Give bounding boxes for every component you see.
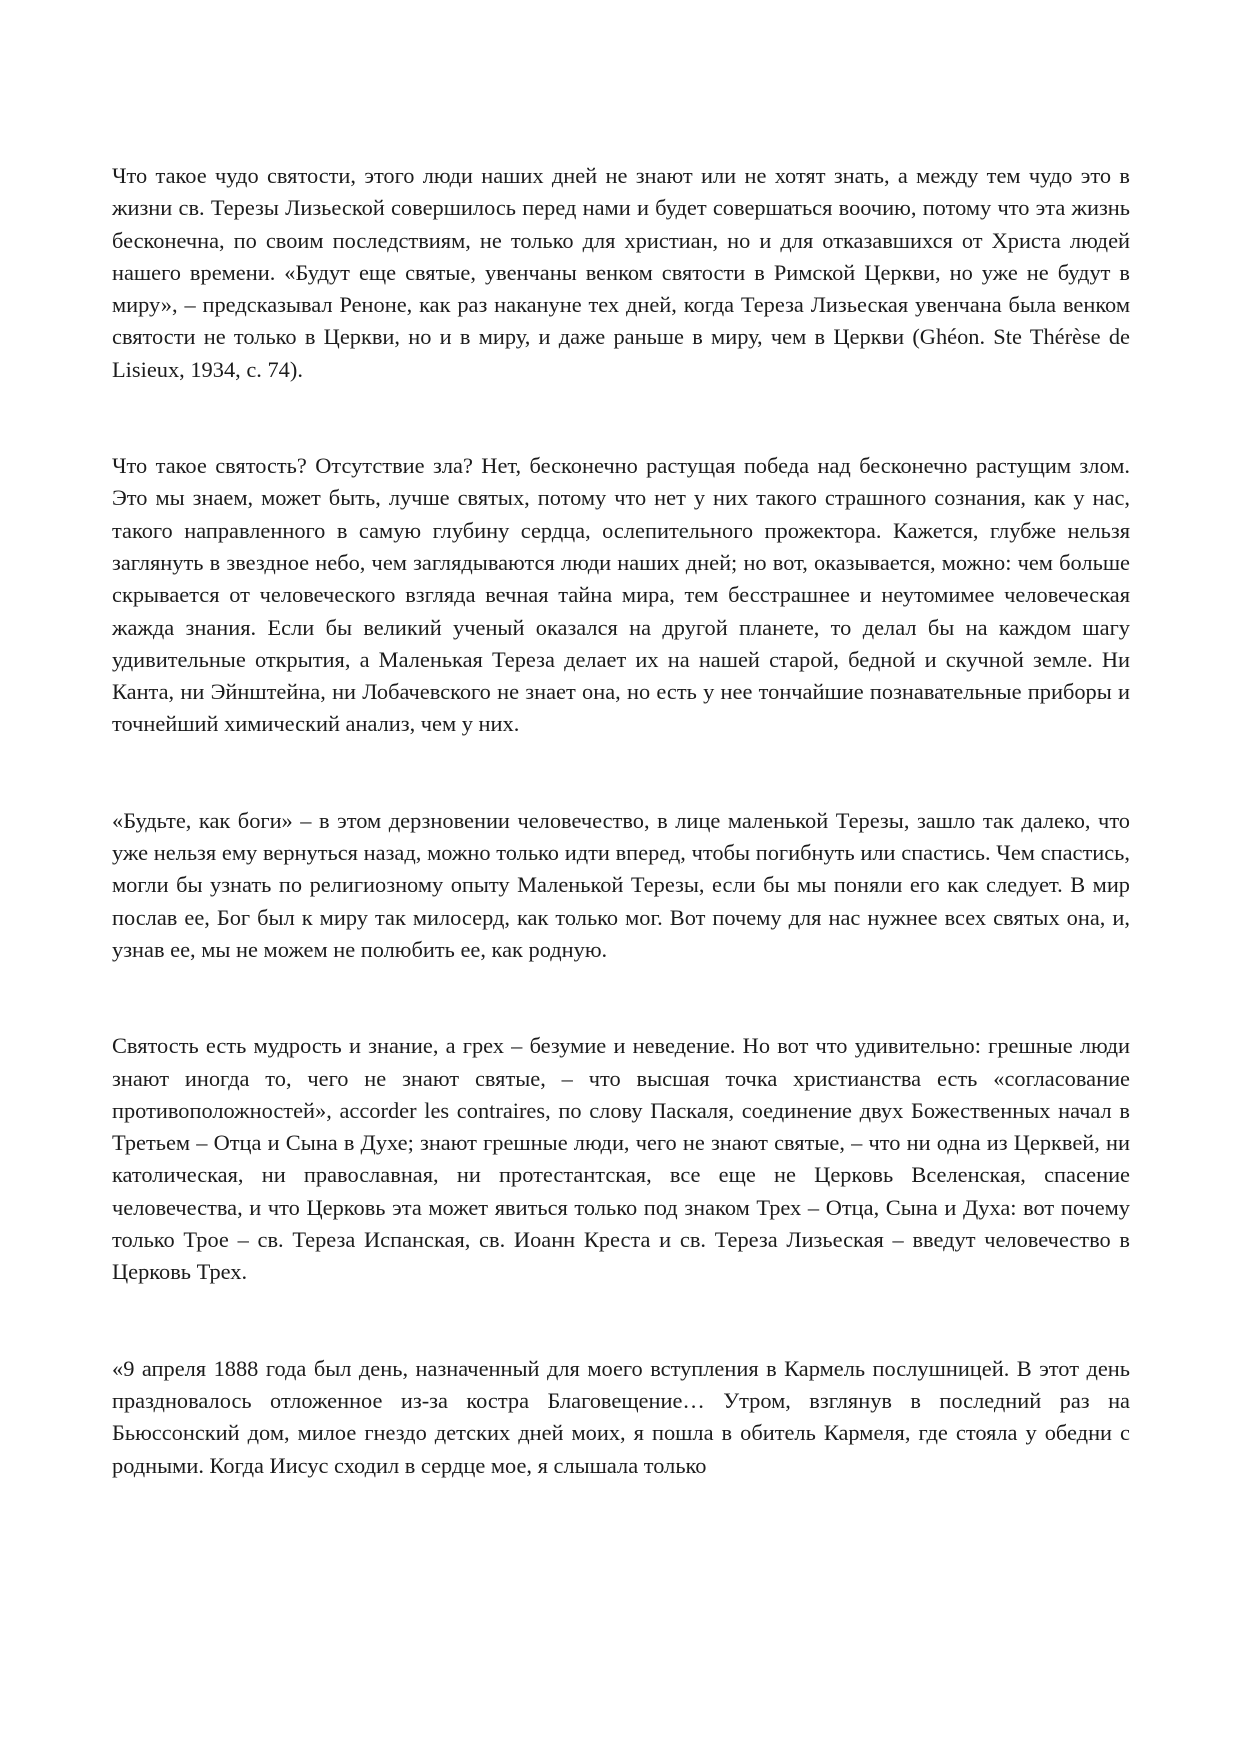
paragraph-4: Святость есть мудрость и знание, а грех – безумие и неведение. Но вот что удивительно: грешные люди знают иногда то, чего не знают святые, – что высшая точка христианства есть «согласование противоположностей», accorder les contraires, по слову Паскаля, соединение двух Божественных начал в Третьем – Отца и Сына в Духе; знают грешные люди, чего не знают святые, – что ни одна из Церквей, ни католическая, ни православная, ни протестантская, все еще не Церковь Вселенская, спасение человечества, и что Церковь эта может явиться только под знаком Трех – Отца, Сына и Духа: вот почему только Трое – св. Тереза Испанская, св. Иоанн Креста и св. Тереза Лизьеская – введут человечество в Церковь Трех. — [112, 1033, 1130, 1285]
paragraph-5: «9 апреля 1888 года был день, назначенный для моего вступления в Кармель послушницей. В этот день праздновалось отложенное из-за костра Благовещение… Утром, взглянув в последний раз на Бьюссонский дом, милое гнездо детских дней моих, я пошла в обитель Кармеля, где стояла у обедни с родными. Когда Иисус сходил в сердце мое, я слышала только — [112, 1355, 1130, 1478]
paragraph-3: «Будьте, как боги» – в этом дерзновении человечество, в лице маленькой Терезы, зашло так далеко, что уже нельзя ему вернуться назад, можно только идти вперед, чтобы погибнуть или спастись. Чем спастись, могли бы узнать по религиозному опыту Маленькой Терезы, если бы мы поняли его как следует. В мир послав ее, Бог был к миру так милосерд, как только мог. Вот почему для нас нужнее всех святых она, и, узнав ее, мы не можем не полюбить ее, как родную. — [112, 807, 1130, 962]
paragraph-2: Что такое святость? Отсутствие зла? Нет, бесконечно растущая победа над бесконечно растущим злом. Это мы знаем, может быть, лучше святых, потому что нет у них такого страшного сознания, как у нас, такого направленного в самую глубину сердца, ослепительного прожектора. Кажется, глубже нельзя заглянуть в звездное небо, чем заглядываются люди наших дней; но вот, оказывается, можно: чем больше скрывается от человеческого взгляда вечная тайна мира, тем бесстрашнее и неутомимее человеческая жажда знания. Если бы великий ученый оказался на другой планете, то делал бы на каждом шагу удивительные открытия, а Маленькая Тереза делает их на нашей старой, бедной и скучной земле. Ни Канта, ни Эйнштейна, ни Лобачевского не знает она, но есть у нее тончайшие познавательные приборы и точнейший химический анализ, чем у них. — [112, 453, 1130, 737]
document-page — [112, 160, 1130, 1482]
paragraph-1: Что такое чудо святости, этого люди наших дней не знают или не хотят знать, а между тем чудо это в жизни св. Терезы Лизьеской совершилось перед нами и будет совершаться воочию, потому что эта жизнь бесконечна, по своим последствиям, не только для христиан, но и для отказавшихся от Христа людей нашего времени. «Будут еще святые, увенчаны венком святости в Римской Церкви, но уже не будут в миру», – предсказывал Реноне, как раз накануне тех дней, когда Тереза Лизьеская увенчана была венком святости не только в Церкви, но и в миру, и даже раньше в миру, чем в Церкви (Ghéon. Ste Thérèse de Lisieux, 1934, с. 74). — [112, 163, 1130, 382]
